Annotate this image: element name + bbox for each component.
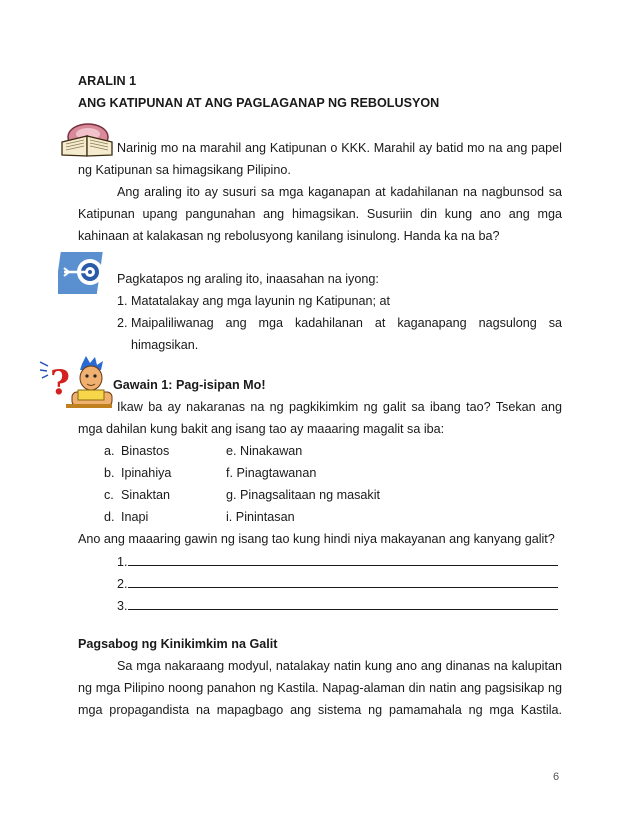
choice-item: i. Pinintasan xyxy=(226,510,295,524)
activity-line1: Ikaw ba ay nakaranas na ng pagkikimkim ng galit sa ibang tao? Tsekan ang xyxy=(117,400,562,414)
choice-letter: b. xyxy=(104,466,115,480)
choice-text: Sinaktan xyxy=(121,488,171,502)
answer-number: 1. xyxy=(117,555,128,569)
answer-line-3[interactable] xyxy=(117,597,562,614)
svg-text:?: ? xyxy=(50,363,70,403)
choice-text: Ipinahiya xyxy=(121,466,172,480)
intro-p1-line2: ng Katipunan sa himagsikang Pilipino. xyxy=(78,163,291,177)
open-book-icon xyxy=(58,122,116,158)
activity-line2: mga dahilan kung bakit ang isang tao ay maaaring magalit sa iba: xyxy=(78,422,445,436)
choice-letter: c. xyxy=(104,488,114,502)
section-line1: Sa mga nakaraang modyul, natalakay natin kung ano ang dinanas na kalupitan xyxy=(117,659,562,673)
answer-line-1[interactable] xyxy=(117,553,562,570)
objectives-lead: Pagkatapos ng araling ito, inaasahan na iyong: xyxy=(117,272,379,286)
choice-item: e. Ninakawan xyxy=(226,444,303,458)
lesson-number: ARALIN 1 xyxy=(78,74,137,88)
objective-text: Maipaliliwanag ang mga kadahilanan at kaganapang nagsulong sa xyxy=(131,316,562,330)
target-arrow-icon xyxy=(58,250,106,296)
thinking-boy-question-icon xyxy=(38,356,114,412)
activity-title: Gawain 1: Pag-isipan Mo! xyxy=(113,378,266,392)
objective-text: Matatalakay ang mga layunin ng Katipunan; at xyxy=(131,294,391,308)
choice-letter: a. xyxy=(104,444,115,458)
choice-text: Inapi xyxy=(121,510,149,524)
answer-number: 3. xyxy=(117,599,128,613)
activity-question: Ano ang maaaring gawin ng isang tao kung hindi niya makayanan ang kanyang galit? xyxy=(78,532,555,546)
choice-text: Binastos xyxy=(121,444,170,458)
answer-line-2[interactable] xyxy=(117,575,562,592)
section-line3: mga propagandista na mapagbago ang sistema ng pamamahala ng mga Kastila. xyxy=(78,703,562,717)
intro-p2-line1: Ang araling ito ay susuri sa mga kaganapan at kadahilanan na nagbunsod sa xyxy=(117,185,562,199)
answer-rule xyxy=(128,553,558,566)
objective-text-cont: himagsikan. xyxy=(131,338,199,352)
answer-rule xyxy=(128,597,558,610)
answer-rule xyxy=(128,575,558,588)
intro-p1-line1: Narinig mo na marahil ang Katipunan o KKK. Marahil ay batid mo na ang papel xyxy=(117,141,562,155)
choice-item: f. Pinagtawanan xyxy=(226,466,317,480)
objective-num: 1. xyxy=(117,294,128,308)
section-line2: ng mga Pilipino noong panahon ng Kastila. Napag-alaman din natin ang pagsisikap ng xyxy=(78,681,562,695)
page-number: 6 xyxy=(553,771,560,783)
lesson-title: ANG KATIPUNAN AT ANG PAGLAGANAP NG REBOLUSYON xyxy=(78,96,440,110)
choice-item: g. Pinagsalitaan ng masakit xyxy=(226,488,381,502)
objective-num: 2. xyxy=(117,316,128,330)
section-title: Pagsabog ng Kinikimkim na Galit xyxy=(78,637,278,651)
intro-p2-line3: kahinaan at kalakasan ng rebolusyong kanilang isinulong. Handa ka na ba? xyxy=(78,229,500,243)
choice-letter: d. xyxy=(104,510,115,524)
answer-number: 2. xyxy=(117,577,128,591)
intro-p2-line2: Katipunan upang pangunahan ang himagsikan. Susuriin din kung ano ang mga xyxy=(78,207,562,221)
